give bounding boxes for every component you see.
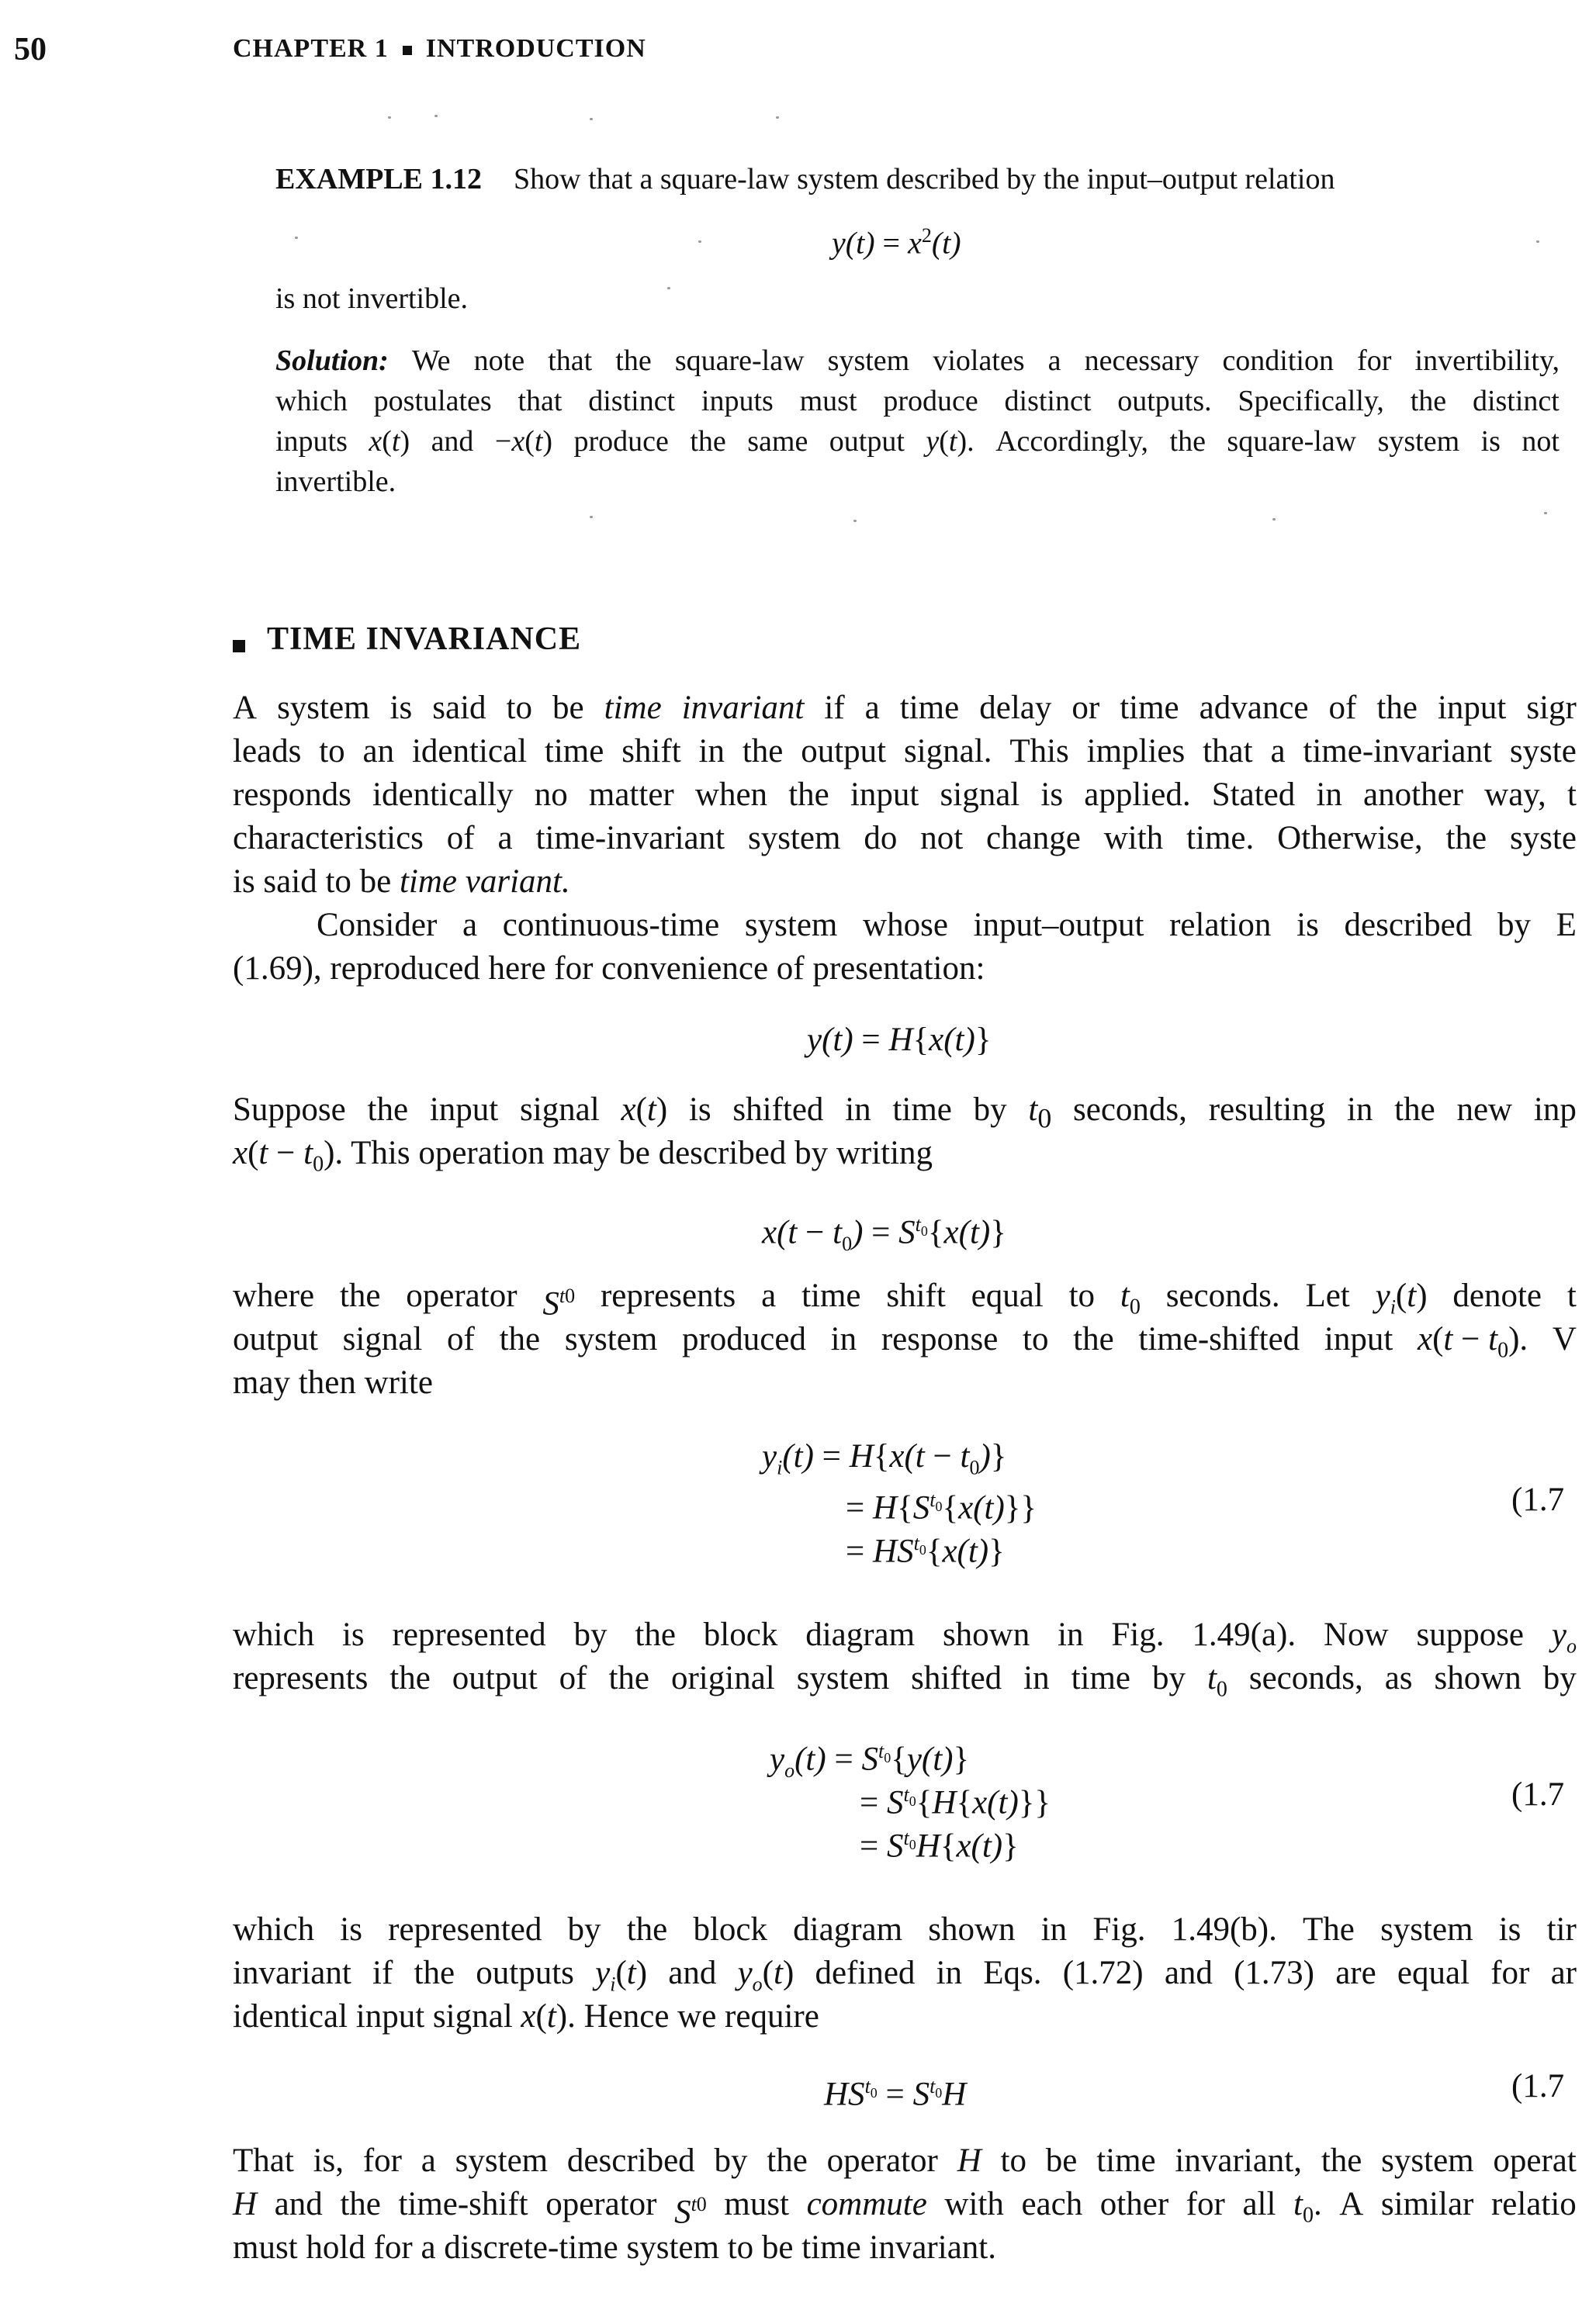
equation-1-73-line-3: = $S^{t_0}H\{x(t)\}$ — [860, 1827, 1019, 1865]
equation-time-shift: $x(t - t_0) = S^{t_0}\{x(t)\}$ — [762, 1213, 1006, 1255]
para4-line-3: may then write — [233, 1364, 433, 1401]
equation-1-72-line-1: $y_i(t) = H\{x(t - t_0)\}$ — [762, 1438, 1007, 1479]
para1-line-5: is said to be time variant. — [233, 863, 570, 900]
para1-line-4: characteristics of a time-invariant system do not change with time. Otherwise, the syste — [233, 820, 1577, 856]
example-label: EXAMPLE 1.12 — [275, 163, 482, 195]
equation-1-72-line-2: = $H\{S^{t_0}\{x(t)\}\}$ — [846, 1489, 1037, 1527]
equation-1-73-line-2: = $S^{t_0}\{H\{x(t)\}\}$ — [860, 1783, 1051, 1821]
equation-1-72-number: (1.7 — [1511, 1482, 1565, 1518]
example-equation: $y(t) = x^2(t)$ — [832, 224, 961, 261]
section-bullet-icon — [233, 640, 245, 652]
para5-line-1: which is represented by the block diagram shown in Fig. 1.49(a). Now suppose $y_o$ — [233, 1617, 1577, 1658]
para6-line-1: which is represented by the block diagram shown in Fig. 1.49(b). The system is tir — [233, 1911, 1577, 1948]
scan-speck — [698, 240, 701, 243]
para6-line-2: invariant if the outputs $y_i(t)$ and $y_o(t)$ defined in Eqs. (1.72) and (1.73) are equal for ar — [233, 1955, 1577, 1996]
para1-line-2: leads to an identical time shift in the output signal. This implies that a time-invariant syste — [233, 733, 1577, 769]
running-head — [233, 34, 646, 64]
equation-1-73-number: (1.7 — [1511, 1776, 1565, 1813]
scan-speck — [1272, 518, 1276, 520]
para4-line-2: output signal of the system produced in response to the time-shifted input $x(t - t_0)$. V — [233, 1321, 1577, 1363]
solution-label: Solution: — [275, 344, 389, 377]
page-number: 50 — [14, 32, 47, 67]
scan-speck — [434, 115, 438, 117]
para7-line-2: H and the time-shift operator $S^{t0}$ must commute with each other for all $t_0$. A similar relatio — [233, 2186, 1577, 2231]
example-statement-line — [275, 160, 1335, 199]
scan-speck — [388, 116, 391, 119]
para2-line-2: (1.69), reproduced here for convenience of presentation: — [233, 950, 985, 987]
solution-line-3: inputs x(t) and −x(t) produce the same output y(t). Accordingly, the square-law system is not — [275, 425, 1560, 458]
para3-line-1: Suppose the input signal x(t) is shifted in time by $t_0$ seconds, resulting in the new inp — [233, 1091, 1577, 1134]
scan-speck — [853, 520, 857, 522]
para7-line-1: That is, for a system described by the operator H to be time invariant, the system operat — [233, 2142, 1577, 2179]
section-heading-text: TIME INVARIANCE — [267, 621, 582, 657]
solution-line-2: which postulates that distinct inputs must produce distinct outputs. Specifically, the distinct — [275, 385, 1560, 417]
para2-line-1: Consider a continuous-time system whose input–output relation is described by E — [317, 907, 1577, 943]
para1-line-1: A system is said to be time invariant if a time delay or time advance of the input sigr — [233, 690, 1577, 726]
para3-line-2: $x(t - t_0)$. This operation may be described by writing — [233, 1135, 933, 1177]
example-statement: Show that a square-law system described by the input–output relation — [514, 163, 1335, 195]
scan-speck — [776, 116, 779, 119]
para6-line-3: identical input signal x(t). Hence we require — [233, 1998, 819, 2035]
equation-1-74: $HS^{t_0} = S^{t_0}H$ — [824, 2075, 967, 2113]
scan-speck — [1536, 240, 1539, 243]
equation-1-72-line-3: = $HS^{t_0}\{x(t)\}$ — [846, 1532, 1005, 1570]
section-heading — [233, 621, 581, 658]
equation-1-74-number: (1.7 — [1511, 2068, 1565, 2104]
chapter-title: INTRODUCTION — [425, 34, 646, 63]
para5-line-2: represents the output of the original system shifted in time by $t_0$ seconds, as shown by — [233, 1660, 1577, 1702]
equation-1-73-line-1: $y_o(t) = S^{t_0}\{y(t)\}$ — [770, 1740, 970, 1782]
scan-speck — [1544, 512, 1547, 514]
scan-speck — [295, 237, 298, 239]
scan-speck — [590, 118, 593, 120]
solution-line-1: Solution: We note that the square-law system violates a necessary condition for invertibility, — [275, 341, 1560, 381]
para4-line-1: where the operator $S^{t0}$ represents a time shift equal to $t_0$ seconds. Let $y_i(t)$ denote t — [233, 1278, 1577, 1323]
equation-1-69: y(t) = H{x(t)} — [807, 1022, 992, 1058]
chapter-label: CHAPTER 1 — [233, 34, 389, 63]
scan-speck — [667, 287, 670, 289]
bullet-separator — [403, 46, 412, 55]
solution-line-4: invertible. — [275, 465, 396, 498]
para1-line-3: responds identically no matter when the input signal is applied. Stated in another way, t — [233, 776, 1577, 813]
para7-line-3: must hold for a discrete-time system to be time invariant. — [233, 2229, 996, 2266]
scan-speck — [590, 516, 593, 518]
example-conclusion: is not invertible. — [275, 282, 469, 315]
